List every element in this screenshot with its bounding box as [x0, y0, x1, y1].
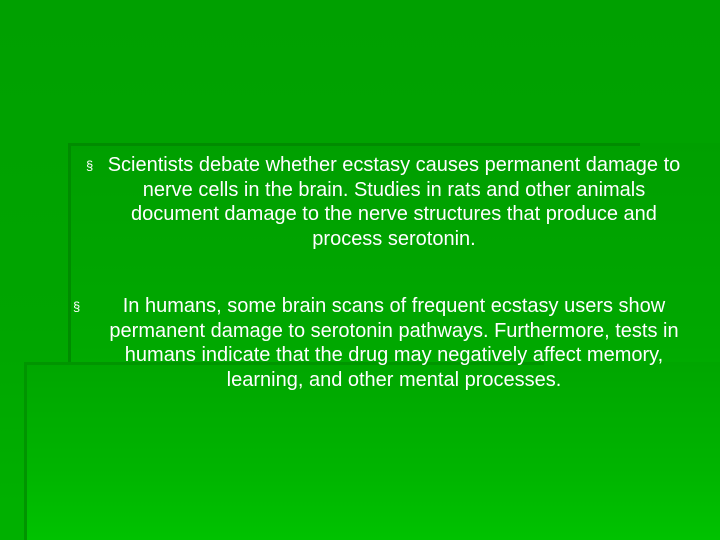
inner-panel-border-left: [24, 362, 27, 540]
panel-border-top: [68, 143, 640, 146]
bullet-text-1: Scientists debate whether ecstasy causes permanent damage to nerve cells in the brain. Studies in rats and other animals document damage to the nerve structures that produce and process serotonin.: [107, 154, 681, 250]
bullet-marker: §: [86, 158, 94, 173]
background-corner: [0, 500, 24, 540]
bullet-marker: §: [73, 299, 81, 314]
bullet-text-2: In humans, some brain scans of frequent ecstasy users show permanent damage to serotonin pathways. Furthermore, tests in humans indicate that the drug may negatively affect memory, learning, and other mental processes.: [109, 295, 679, 391]
panel-border-left: [68, 143, 71, 363]
